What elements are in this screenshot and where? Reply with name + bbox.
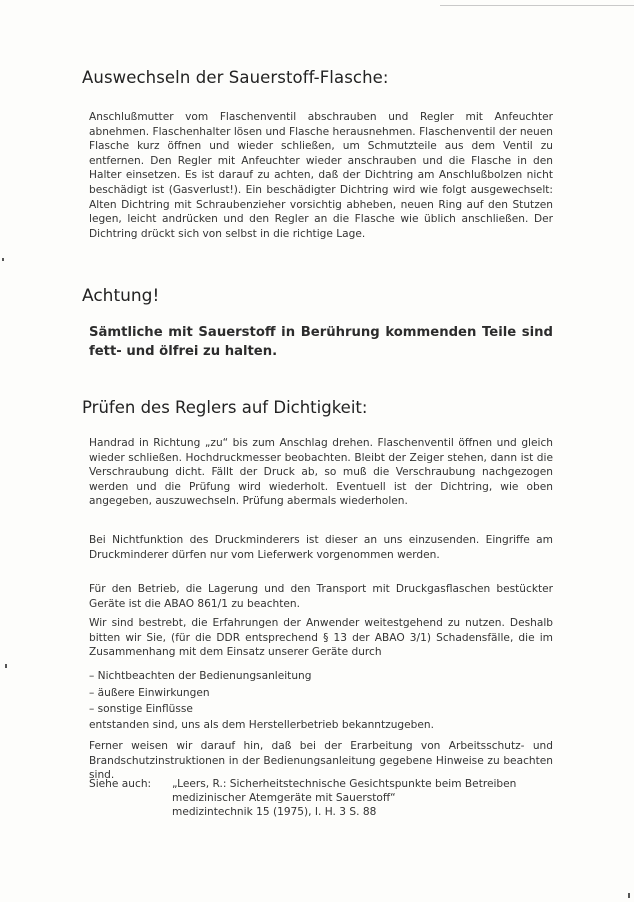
after-list-paragraph: entstanden sind, uns als dem Herstellerbetrieb bekanntzugeben. [89, 719, 434, 731]
warning-heading: Achtung! [82, 286, 160, 306]
list-item: – äußere Einwirkungen [89, 686, 210, 699]
reference-line: medizintechnik 15 (1975), I. H. 3 S. 88 [172, 806, 377, 818]
regulator-test-paragraph: Handrad in Richtung „zu“ bis zum Anschlag drehen. Flaschenventil öffnen und gleich wieder schließen. Hochdruckmesser beobachten. Bleibt der Zeiger stehen, dann ist die Verschraubung dicht. Fällt der Druck ab, so muß die Verschraubung nachgezogen werden und die Prüfung wird wiederholt. Eventuell ist der Dichtring, wie oben angegeben, auszuwechseln. Prüfung abermals wiederholen. [89, 437, 553, 508]
scan-speck [628, 893, 630, 898]
reference-citation [172, 777, 562, 819]
list-item: – Nichtbeachten der Bedienungsanleitung [89, 670, 312, 682]
damage-causes-list [89, 668, 553, 718]
experience-paragraph: Wir sind bestrebt, die Erfahrungen der Anwender weitestgehend zu nutzen. Deshalb bitten wir Sie, (für die DDR entsprechend § 13 der ABAO 3/1) Schadensfälle, die im Zusammenhang mit dem Einsatz unserer Geräte durch [89, 617, 553, 659]
scan-speck [5, 664, 7, 668]
abao-paragraph: Für den Betrieb, die Lagerung und den Transport mit Druckgasflaschen bestückter Geräte ist die ABAO 861/1 zu beachten. [89, 583, 553, 610]
malfunction-paragraph: Bei Nichtfunktion des Druckminderers ist dieser an uns einzusenden. Eingriffe am Druckminderer dürfen nur vom Lieferwerk vorgenommen werden. [89, 534, 553, 561]
scan-speck [2, 258, 4, 261]
safety-instructions-paragraph: Ferner weisen wir darauf hin, daß bei der Erarbeitung von Arbeitsschutz- und Brandschutzinstruktionen in der Bedienungsanleitung gegebene Hinweise zu beachten sind. [89, 740, 553, 782]
regulator-test-heading: Prüfen des Reglers auf Dichtigkeit: [82, 398, 368, 417]
oxygen-bottle-heading: Auswechseln der Sauerstoff-Flasche: [82, 68, 389, 87]
oxygen-bottle-paragraph: Anschlußmutter vom Flaschenventil abschrauben und Regler mit Anfeuchter abnehmen. Flaschenhalter lösen und Flasche herausnehmen. Flaschenventil der neuen Flasche kurz öffnen und wieder schließen, um Schmutzteile aus dem Ventil zu entfernen. Den Regler mit Anfeuchter wieder anschrauben und die Flasche in den Halter einsetzen. Es ist darauf zu achten, daß der Dichtring am Anschlußbolzen nicht beschädigt ist (Gasverlust!). Ein beschädigter Dichtring wird wie folgt ausgewechselt: Alten Dichtring mit Schraubenzieher vorsichtig abheben, neuen Ring auf den Stutzen legen, leicht andrücken und den Regler an die Flasche wie üblich anschließen. Der Dichtring drückt sich von selbst in die richtige Lage. [89, 111, 553, 240]
top-edge-line [440, 5, 634, 6]
warning-paragraph: Sämtliche mit Sauerstoff in Berührung kommenden Teile sind fett- und ölfrei zu halten. [89, 325, 553, 359]
reference-line: „Leers, R.: Sicherheitstechnische Gesichtspunkte beim Betreiben [172, 778, 517, 790]
reference-line: medizinischer Atemgeräte mit Sauerstoff“ [172, 792, 396, 804]
reference-label: Siehe auch: [89, 778, 152, 790]
list-item: – sonstige Einflüsse [89, 703, 193, 715]
